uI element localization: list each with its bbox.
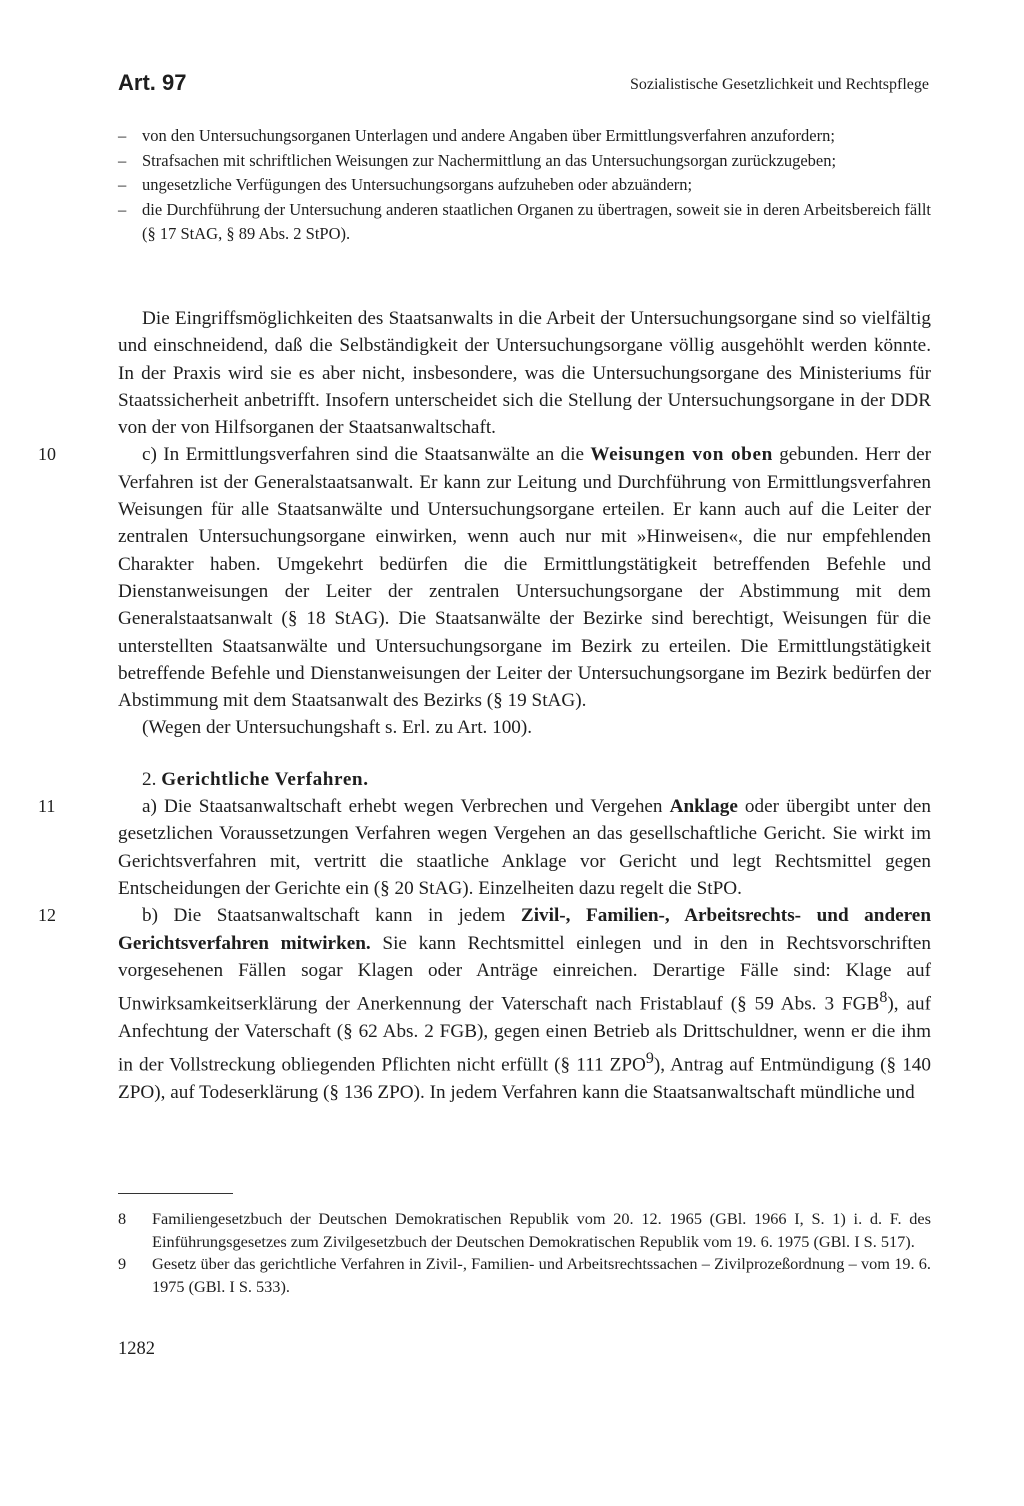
- paragraph-text: c) In Ermittlungsverfahren sind die Staatsanwälte an die: [142, 444, 591, 466]
- running-title: Sozialistische Gesetzlichkeit und Rechtspflege: [629, 76, 929, 93]
- footnote-ref[interactable]: 8: [879, 989, 888, 1007]
- bullet-item: [118, 173, 931, 198]
- bullet-text: von den Untersuchungsorganen Unterlagen und andere Angaben über Ermittlungsverfahren anzufordern;: [142, 126, 835, 145]
- bullet-text: Strafsachen mit schriftlichen Weisungen zur Nachermittlung an das Untersuchungsorgan zurückzugeben;: [142, 150, 837, 170]
- footnote-number: 8: [118, 1209, 127, 1228]
- paragraph-text: ), Antrag auf Entmündigung (§ 140 ZPO), auf Todeserklärung (§ 136 ZPO). In jedem Verfahren kann die Staatsanwaltschaft mündliche und: [118, 1054, 931, 1103]
- margin-number: 12: [38, 905, 56, 926]
- bullet-item: [118, 124, 931, 149]
- bullet-dash: –: [118, 126, 127, 145]
- paragraph-text: b) Die Staatsanwaltschaft kann in jedem: [142, 905, 521, 927]
- article-number: Art. 97: [118, 70, 187, 95]
- paragraph-text: Sie kann Rechtsmittel einlegen und in den in Rechtsvorschriften vorgesehenen Fällen sogar Klagen oder Anträge einreichen. Derartige Fälle sind: Klage auf Unwirksamkeitserklärung der Anerkennung der Vaterschaft nach Fristablauf (§ 59 Abs. 3 FGB: [118, 932, 931, 1015]
- bullet-text: ungesetzliche Verfügungen des Untersuchungsorgans aufzuheben oder abzuändern;: [142, 175, 693, 194]
- bold-term: Zivil-, Familien-, Arbeitsrechts- und anderen Gerichtsverfahren mitwirken.: [118, 905, 931, 954]
- footnote-text: Familiengesetzbuch der Deutschen Demokratischen Republik vom 20. 12. 1965 (GBl. 1966 I, S. 1) i. d. F. des Einführungsgesetzes zum Zivilgesetzbuch der Deutschen Demokratischen Republik vom 19. 6. 1975 (GBl. I S. 517).: [152, 1209, 931, 1251]
- heading-number: 2.: [142, 768, 162, 790]
- bullet-item: [118, 198, 931, 247]
- paragraph: [118, 714, 931, 741]
- bullet-dash: –: [118, 150, 127, 170]
- bold-term: Anklage: [669, 796, 738, 818]
- bullet-text: die Durchführung der Untersuchung anderen staatlichen Organen zu übertragen, soweit sie in deren Arbeitsbereich fällt (§ 17 StAG, § 89 Abs. 2 StPO).: [142, 199, 931, 243]
- footnote: [118, 1208, 931, 1253]
- footnote-number: 9: [118, 1254, 127, 1274]
- paragraph-12: [38, 902, 931, 1106]
- paragraph: [118, 305, 931, 441]
- paragraph-text: ), auf Anfechtung der Vaterschaft (§ 62 Abs. 2 FGB), gegen einen Betrieb als Drittschuldner, wenn er die ihm in der Vollstreckung obliegenden Pflichten nicht erfüllt (§ 111 ZPO: [118, 993, 931, 1076]
- bullet-dash: –: [118, 175, 127, 194]
- bullet-dash: –: [118, 199, 127, 219]
- paragraph-text: oder übergibt unter den gesetzlichen Voraussetzungen Verfahren wegen Vergehen an das gesellschaftliche Gericht. Sie wirkt im Gerichtsverfahren mit, vertritt die staatliche Anklage vor Gericht und legt Rechtsmittel gegen Entscheidungen der Gerichte ein (§ 20 StAG). Einzelheiten dazu regelt die StPO.: [118, 796, 931, 899]
- paragraph-text: (Wegen der Untersuchungshaft s. Erl. zu Art. 100).: [142, 717, 533, 739]
- body-text: [38, 305, 931, 1106]
- bullet-list: [118, 124, 931, 247]
- bold-term: Weisungen von oben: [590, 444, 773, 466]
- margin-number: 11: [38, 796, 56, 817]
- footnotes: [118, 1208, 931, 1298]
- paragraph-text: gebunden. Herr der Verfahren ist der Generalstaatsanwalt. Er kann zur Leitung und Durchführung von Ermittlungsverfahren Weisungen für alle Staatsanwälte und Untersuchungsorgane erteilen. Er kann auch auf die Leiter der zentralen Untersuchungsorgane einwirken, wenn auch nur mit »Hinweisen«, die nur empfehlenden Charakter haben. Umgekehrt bedürfen die die Ermittlungstätigkeit betreffenden Befehle und Dienstanweisungen der Leiter der zentralen Untersuchungsorgane der Abstimmung mit dem Generalstaatsanwalt (§ 18 StAG). Die Staatsanwälte der Bezirke sind berechtigt, Weisungen für die unterstellten Staatsanwälte und Untersuchungsorgane im Bezirk zu erteilen. Die Ermittlungstätigkeit betreffende Befehle und Dienstanweisungen der Leiter der Untersuchungsorgane im Bezirk bedürfen der Abstimmung mit dem Staatsanwalt des Bezirks (§ 19 StAG).: [118, 444, 931, 712]
- footnote-divider: [118, 1193, 233, 1194]
- footnote-text: Gesetz über das gerichtliche Verfahren in Zivil-, Familien- und Arbeitsrechtssachen – Zivilprozeßordnung – vom 19. 6. 1975 (GBl. I S. 533).: [152, 1254, 931, 1296]
- page-number: 1282: [118, 1339, 155, 1359]
- paragraph-text: a) Die Staatsanwaltschaft erhebt wegen Verbrechen und Vergehen: [142, 796, 670, 818]
- margin-number: 10: [38, 444, 56, 465]
- paragraph-10: [38, 441, 931, 714]
- paragraph-11: [38, 793, 931, 902]
- paragraph-text: Die Eingriffsmöglichkeiten des Staatsanwalts in die Arbeit der Untersuchungsorgane sind so vielfältig und einschneidend, daß die Selbständigkeit der Untersuchungsorgane völlig ausgehöhlt werden könnte. In der Praxis wird sie es aber nicht, insbesondere, was die Untersuchungsorgane des Ministeriums für Staatssicherheit anbetrifft. Insofern unterscheidet sich die Stellung der Untersuchungsorgane in der DDR von der von Hilfsorganen der Staatsanwaltschaft.: [118, 308, 931, 439]
- heading-text: Gerichtliche Verfahren.: [161, 768, 369, 790]
- bullet-item: [118, 149, 931, 174]
- footnote: [118, 1253, 931, 1298]
- footnote-ref[interactable]: 9: [645, 1050, 654, 1068]
- section-heading: [118, 766, 931, 793]
